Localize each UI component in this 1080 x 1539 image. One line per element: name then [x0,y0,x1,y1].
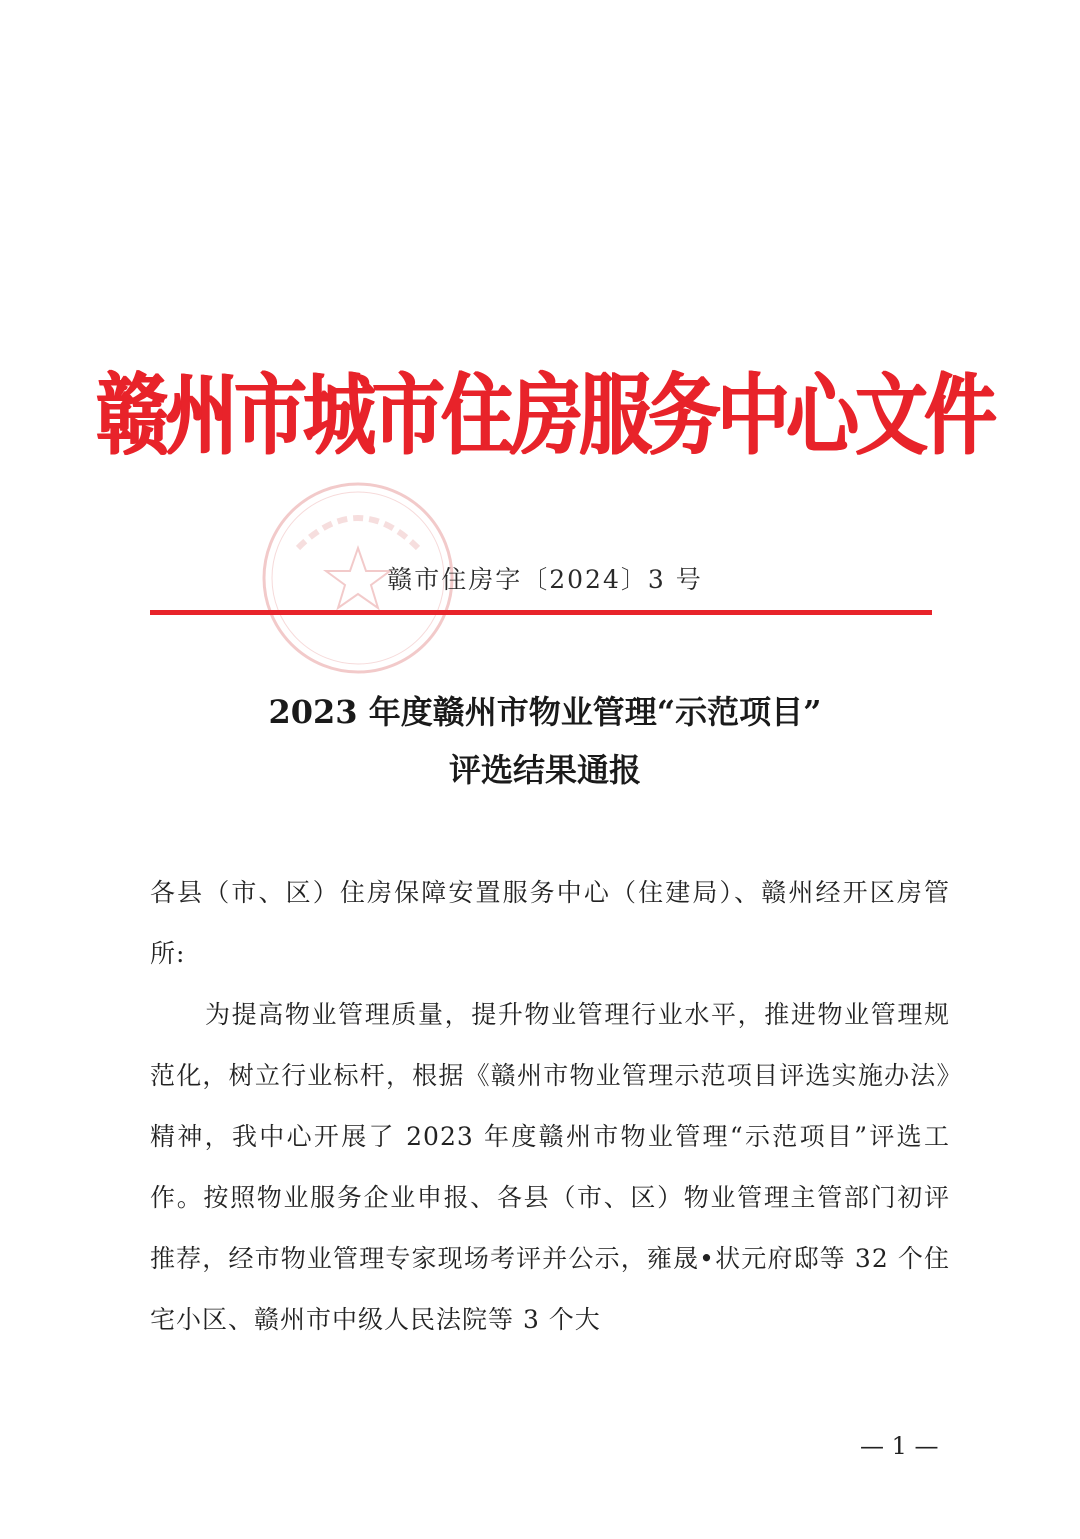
document-title [150,683,940,799]
red-divider [150,610,932,615]
salutation: 各县（市、区）住房保障安置服务中心（住建局）、赣州经开区房管所: [150,878,950,968]
body-paragraph: 为提高物业管理质量，提升物业管理行业水平，推进物业管理规范化，树立行业标杆，根据《赣州市物业管理示范项目评选实施办法》精神，我中心开展了 2023 年度赣州市物业管理“示范项目”评选工作。按照物业服务企业申报、各县（市、区）物业管理主管部门初评推荐，经市物业管理专家现场考评并公示，雍晟•状元府邸等 32 个住宅小区、赣州市中级人民法院等 3 个大 [150,1000,950,1334]
title-line-1: 2023 年度赣州市物业管理“示范项目” [268,693,822,731]
document-header [96,348,994,468]
document-body [150,862,950,1350]
title-line-2: 评选结果通报 [448,751,641,789]
page-number: — 1 — [860,1432,939,1460]
document-number: 赣市住房字〔2024〕3 号 [387,565,703,594]
issuer-heading: 赣州市城市住房服务中心文件 [96,362,994,467]
